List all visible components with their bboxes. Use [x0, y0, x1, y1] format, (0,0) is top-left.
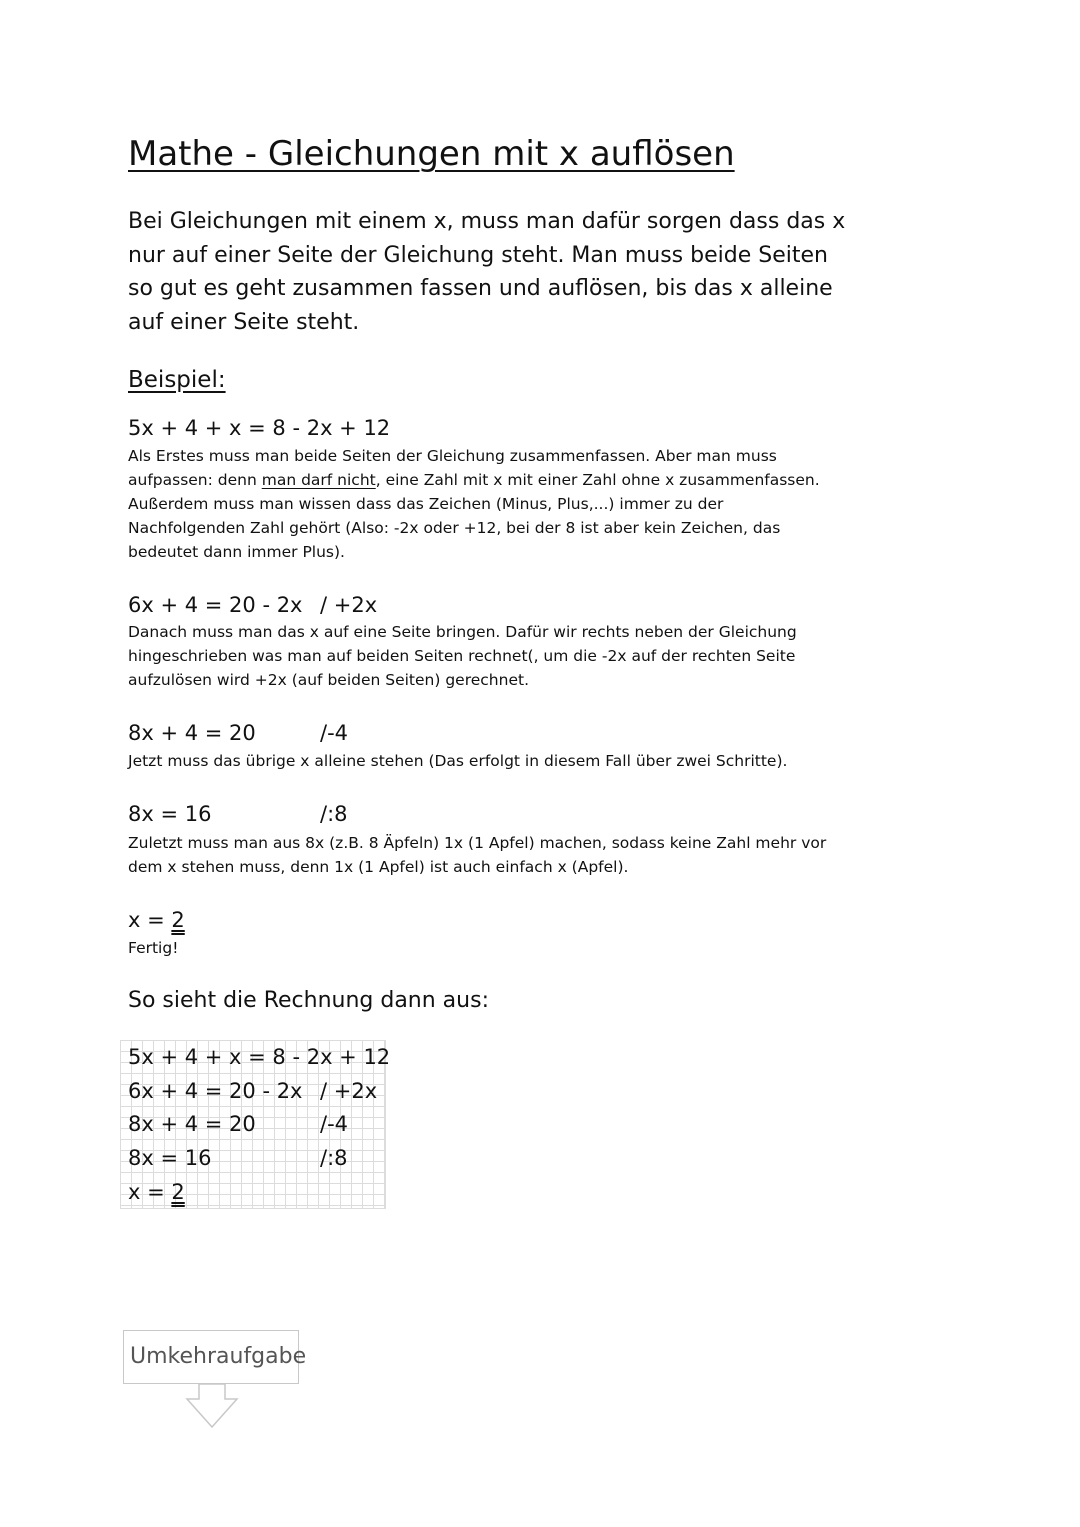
step3-operation: /-4	[320, 721, 349, 745]
summary-heading: So sieht die Rechnung dann aus:	[128, 988, 489, 1013]
summary-final-row	[128, 1178, 185, 1206]
summary-row-equation: 6x + 4 = 20 - 2x	[128, 1079, 303, 1103]
step1-text: , eine Zahl mit x mit einer Zahl ohne x zusammenfassen.	[375, 471, 820, 489]
page-title: Mathe - Gleichungen mit x auflösen	[128, 134, 735, 174]
step2-equation: 6x + 4 = 20 - 2x	[128, 593, 303, 617]
step1-line: Als Erstes muss man beide Seiten der Gleichung zusammenfassen. Aber man muss	[128, 447, 777, 465]
result-lhs: x =	[128, 908, 172, 932]
step1-line	[128, 468, 828, 492]
example-heading: Beispiel:	[128, 367, 226, 393]
step4-explanation	[128, 831, 828, 879]
step4-line: Zuletzt muss man aus 8x (z.B. 8 Äpfeln) 1x (1 Apfel) machen, sodass keine Zahl mehr vor	[128, 834, 827, 852]
step4-operation: /:8	[320, 802, 348, 826]
step3-explanation	[128, 749, 828, 773]
intro-line: auf einer Seite steht.	[128, 309, 360, 335]
step4-line: dem x stehen muss, denn 1x (1 Apfel) ist auch einfach x (Apfel).	[128, 858, 629, 876]
step1-explanation	[128, 444, 828, 564]
intro-line: nur auf einer Seite der Gleichung steht. Man muss beide Seiten	[128, 242, 828, 268]
intro-paragraph	[128, 205, 846, 339]
step2-line: hingeschrieben was man auf beiden Seiten rechnet(, um die -2x auf der rechten Seite	[128, 647, 796, 665]
step3-line: Jetzt muss das übrige x alleine stehen (Das erfolgt in diesem Fall über zwei Schritte).	[128, 752, 788, 770]
step1-line: Außerdem muss man wissen dass das Zeichen (Minus, Plus,...) immer zu der	[128, 495, 724, 513]
summary-row-equation: 8x + 4 = 20	[128, 1112, 256, 1136]
step1-underlined-text: man darf nicht	[261, 471, 376, 489]
summary-row-operation: /:8	[320, 1146, 348, 1170]
summary-grid	[120, 1040, 391, 1209]
step2-explanation	[128, 620, 828, 692]
step4-equation: 8x = 16	[128, 802, 212, 826]
step3-equation: 8x + 4 = 20	[128, 721, 256, 745]
intro-line: so gut es geht zusammen fassen und auflösen, bis das x alleine	[128, 276, 833, 301]
callout-label: Umkehraufgabe	[130, 1344, 307, 1369]
summary-final-value: 2	[171, 1180, 185, 1204]
result-value: 2	[171, 908, 185, 932]
done-label: Fertig!	[128, 939, 179, 957]
summary-row-equation: 5x + 4 + x = 8 - 2x + 12	[128, 1045, 391, 1069]
step1-line: Nachfolgenden Zahl gehört (Also: -2x oder +12, bei der 8 ist aber kein Zeichen, das	[128, 519, 781, 537]
step1-equation: 5x + 4 + x = 8 - 2x + 12	[128, 416, 391, 440]
step1-line: bedeutet dann immer Plus).	[128, 543, 345, 561]
summary-row-operation: /-4	[320, 1112, 349, 1136]
intro-line: Bei Gleichungen mit einem x, muss man dafür sorgen dass das x	[128, 209, 846, 234]
step2-operation: / +2x	[320, 593, 378, 617]
step2-line: aufzulösen wird +2x (auf beiden Seiten) gerechnet.	[128, 671, 529, 689]
umkehraufgabe-callout	[123, 1330, 307, 1384]
arrow-down-icon	[183, 1383, 241, 1431]
summary-row-equation: 8x = 16	[128, 1146, 212, 1170]
summary-row-operation: / +2x	[320, 1079, 378, 1103]
step1-text: aufpassen: denn	[128, 471, 262, 489]
summary-final-lhs: x =	[128, 1180, 172, 1204]
result-equation	[128, 906, 185, 934]
step2-line: Danach muss man das x auf eine Seite bringen. Dafür wir rechts neben der Gleichung	[128, 623, 797, 641]
